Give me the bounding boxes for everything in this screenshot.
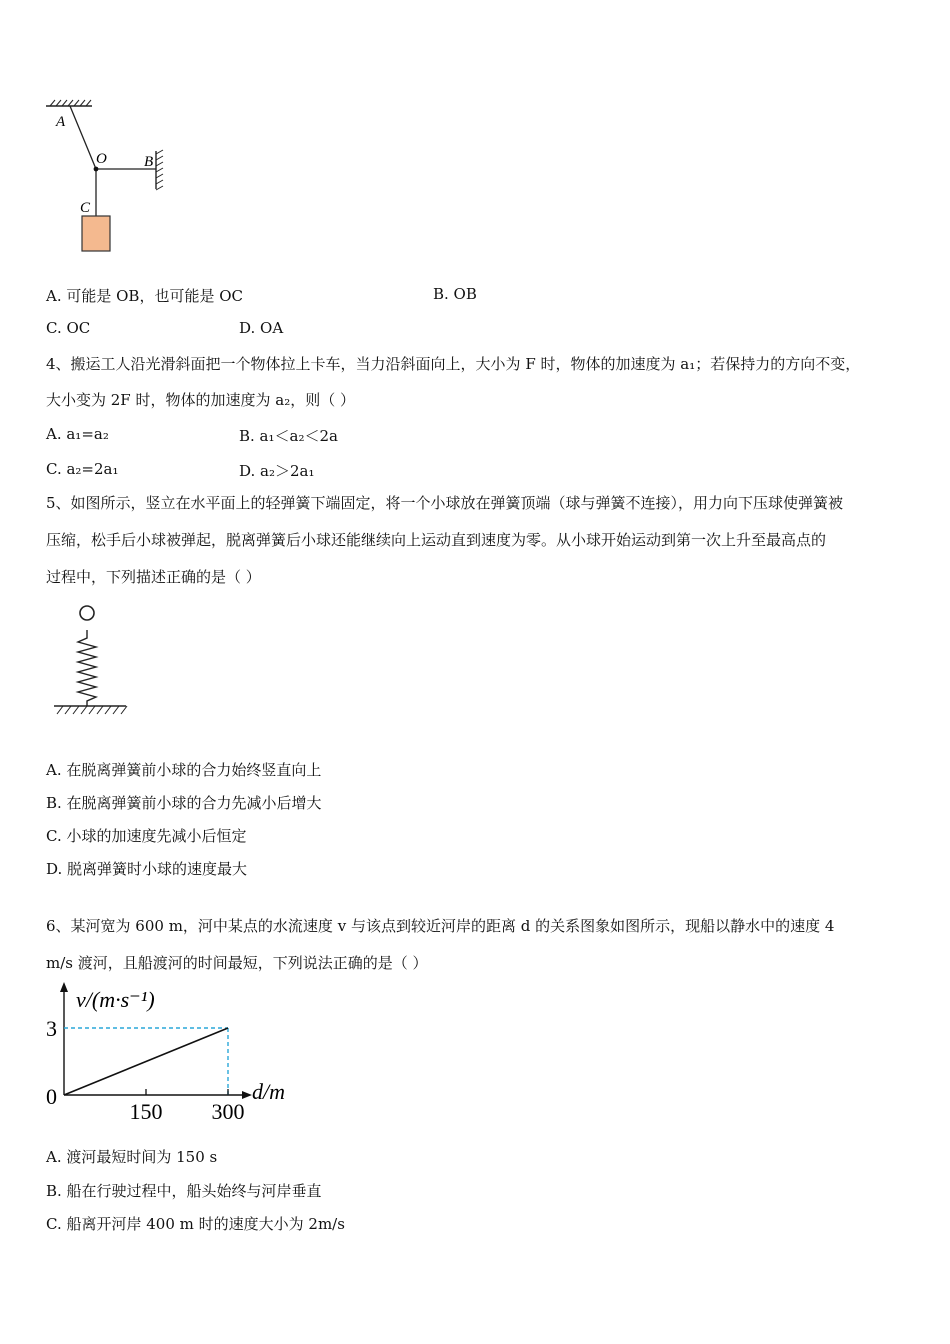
label-o: O [96, 151, 107, 167]
q4-stem-line1: 4、搬运工人沿光滑斜面把一个物体拉上卡车，当力沿斜面向上，大小为 F 时，物体的加速度为 a₁；若保持力的方向不变， [46, 355, 861, 373]
x-axis-arrow-icon [242, 1091, 252, 1099]
label-b: B [144, 154, 154, 170]
origin-label: 0 [46, 1084, 57, 1109]
x-tick-label: 150 [129, 1099, 163, 1124]
q5-option-a: A. 在脱离弹簧前小球的合力始终竖直向上 [46, 761, 322, 779]
velocity-distance-chart [40, 980, 310, 1130]
label-c: C [80, 200, 91, 216]
q6-option-c: C. 船离开河岸 400 m 时的速度大小为 2m/s [46, 1215, 345, 1233]
q6-option-a: A. 渡河最短时间为 150 s [46, 1148, 218, 1166]
rope-knot-figure [40, 96, 180, 258]
q5-option-d: D. 脱离弹簧时小球的速度最大 [46, 860, 248, 878]
q4-option-d: D. a₂＞2a₁ [239, 462, 315, 480]
series-line [64, 1028, 228, 1095]
q4-stem-line2: 大小变为 2F 时，物体的加速度为 a₂，则（ ） [46, 391, 355, 409]
ball-icon [80, 606, 94, 620]
q5-stem-line3: 过程中，下列描述正确的是（ ） [46, 568, 261, 586]
q3-option-d: D. OA [239, 319, 284, 337]
x-tick-label: 300 [211, 1099, 245, 1124]
q6-stem-line1: 6、某河宽为 600 m，河中某点的水流速度 v 与该点到较近河岸的距离 d 的关系图象如图所示，现船以静水中的速度 4 [46, 917, 835, 935]
q3-option-b: B. OB [433, 285, 477, 303]
label-a: A [56, 114, 66, 130]
q5-option-c: C. 小球的加速度先减小后恒定 [46, 827, 247, 845]
y-tick-label: 3 [46, 1016, 57, 1041]
q6-option-b: B. 船在行驶过程中，船头始终与河岸垂直 [46, 1182, 322, 1200]
q3-option-c: C. OC [46, 319, 91, 337]
q4-option-a: A. a₁=a₂ [46, 425, 109, 443]
q5-stem-line2: 压缩，松手后小球被弹起，脱离弹簧后小球还能继续向上运动直到速度为零。从小球开始运动到第一次上升至最高点的 [46, 531, 827, 549]
spring-ball-figure [48, 600, 134, 722]
q6-stem-line2: m/s 渡河，且船渡河的时间最短，下列说法正确的是（ ） [46, 954, 428, 972]
y-axis-arrow-icon [60, 982, 68, 992]
y-axis-label: v/(m·s⁻¹) [76, 987, 155, 1012]
q5-option-b: B. 在脱离弹簧前小球的合力先减小后增大 [46, 794, 322, 812]
spring-icon [78, 630, 96, 706]
x-axis-label: d/m [252, 1079, 285, 1104]
q4-option-b: B. a₁＜a₂＜2a [239, 427, 338, 445]
q5-stem-line1: 5、如图所示，竖立在水平面上的轻弹簧下端固定，将一个小球放在弹簧顶端（球与弹簧不连接），用力向下压球使弹簧被 [46, 494, 844, 512]
q4-option-c: C. a₂=2a₁ [46, 460, 119, 478]
q3-option-a: A. 可能是 OB，也可能是 OC [46, 287, 244, 305]
